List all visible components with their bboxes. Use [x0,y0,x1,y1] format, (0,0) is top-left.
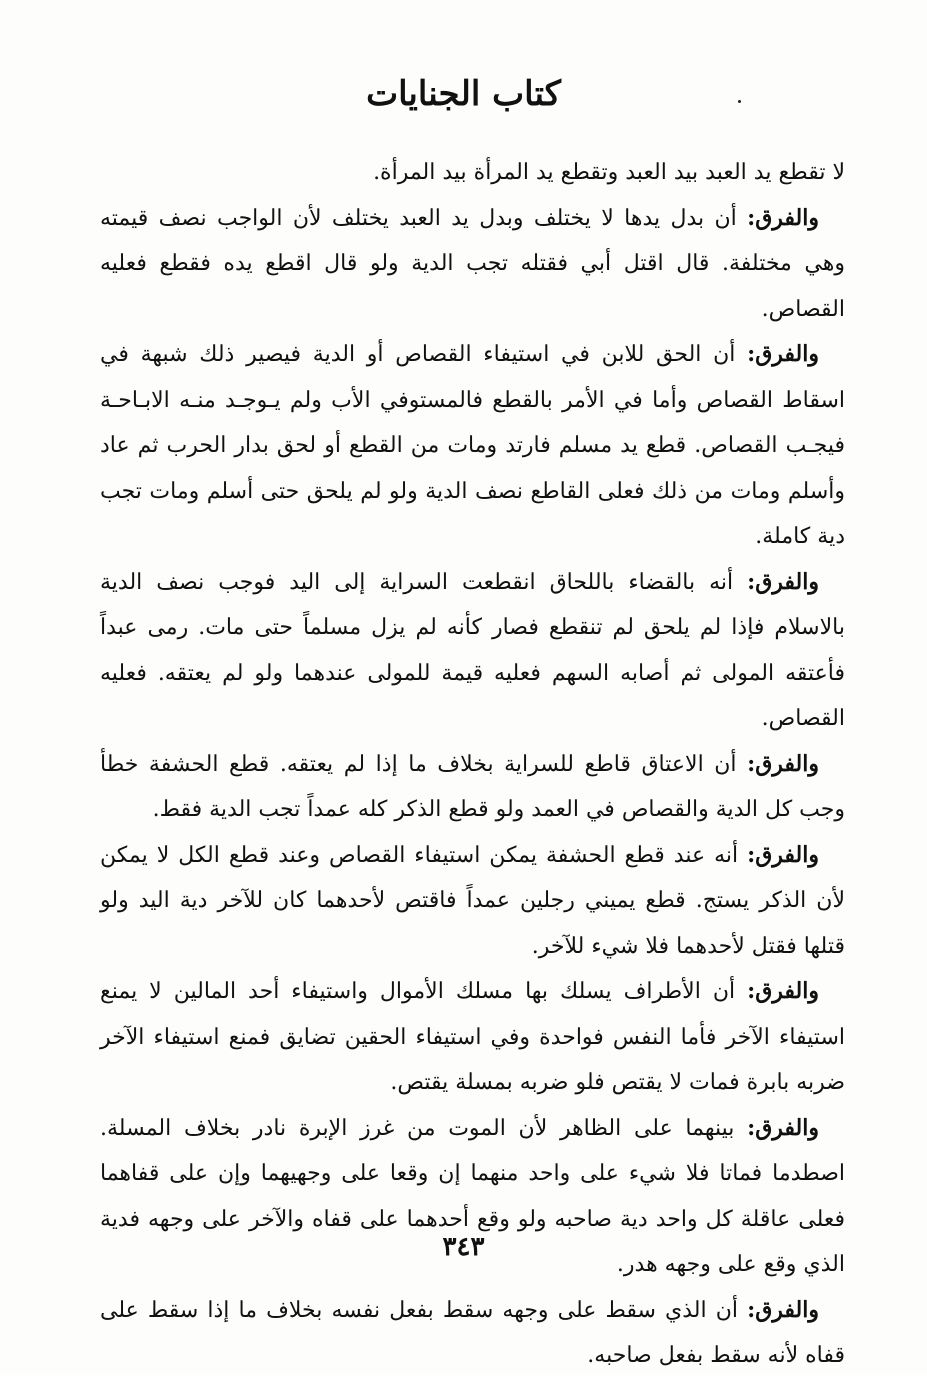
paragraph-label: والفرق: [747,204,819,231]
page-header: كتاب الجنايات [366,74,561,114]
paragraph [100,332,845,560]
paragraph [100,1288,845,1379]
paragraph [100,150,845,196]
paragraph-text: أن الاعتاق قاطع للسراية بخلاف ما إذا لم يعتقه. قطع الحشفة خطأ وجب كل الدية والقصاص في العمد ولو قطع الذكر كله عمداً تجب الدية فقط. [100,751,845,822]
paragraph-label: والفرق: [747,841,819,868]
paragraph [100,560,845,742]
paragraph-label: والفرق: [747,750,819,777]
paragraph-text: أنه بالقضاء باللحاق انقطعت السراية إلى اليد فوجب نصف الدية بالاسلام فإذا لم يلحق لم تنقطع فصار كأنه لم يزل مسلماً حتى مات. رمى عبداً فأعتقه المولى ثم أصابه السهم فعليه قيمة للمولى عندهما ولو لم يعتقه. فعليه القصاص. [100,569,845,731]
paragraph-text: أنه عند قطع الحشفة يمكن استيفاء القصاص وعند قطع الكل لا يمكن لأن الذكر يستج. قطع يميني رجلين عمداً فاقتص لأحدهما كان للآخر دية اليد ولو قتلها فقتل لأحدهما فلا شيء للآخر. [100,842,845,959]
paragraph-label: والفرق: [747,1114,819,1141]
paragraph-label: والفرق: [747,1296,819,1323]
paragraph [100,742,845,833]
paragraph-text: أن بدل يدها لا يختلف وبدل يد العبد يختلف لأن الواجب نصف قيمته وهي مختلفة. قال اقتل أبي فقتله تجب الدية ولو قال اقطع يده فقطع فعليه القصاص. [100,205,845,322]
paragraph-text: أن الأطراف يسلك بها مسلك الأموال واستيفاء أحد المالين لا يمنع استيفاء الآخر فأما النفس فواحدة وفي استيفاء الحقين تضايق فمنع استيفاء الآخر ضربه بابرة فمات لا يقتص فلو ضربه بمسلة يقتص. [100,979,845,1095]
paragraph [100,833,845,970]
paragraph-label: والفرق: [747,341,819,367]
paragraph-label: والفرق: [747,978,819,1004]
body-text [100,150,845,1379]
paragraph-label: والفرق: [747,568,819,595]
paragraph-text: أن الذي سقط على وجهه سقط بفعل نفسه بخلاف ما إذا سقط على قفاه لأنه سقط بفعل صاحبه. [100,1297,845,1368]
page-number: ٣٤٣ [442,1232,485,1262]
paragraph-text: أن الحق للابن في استيفاء القصاص أو الدية فيصير ذلك شبهة في اسقاط القصاص وأما في الأمر بالقطع فالمستوفي الأب ولم يـوجـد منـه الابـاحـة فيجـب القصاص. قطع يد مسلم فارتد ومات من القطع أو لحق بدار الحرب ثم عاد وأسلم ومات من ذلك فعلى القاطع نصف الدية ولو لم يلحق حتى أسلم ومات تجب دية كاملة. [100,342,846,549]
paragraph-text: بينهما على الظاهر لأن الموت من غرز الإبرة نادر بخلاف المسلة. اصطدما فماتا فلا شيء على واحد منهما إن وقعا على وجهيهما وإن على قفاهما فعلى عاقلة كل واحد دية صاحبه ولو وقع أحدهما على قفاه والآخر على وجهه فدية الذي وقع على وجهه هدر. [100,1115,845,1277]
paragraph [100,969,845,1106]
paragraph-text: لا تقطع يد العبد بيد العبد وتقطع يد المرأة بيد المرأة. [373,160,845,185]
paragraph [100,196,845,333]
